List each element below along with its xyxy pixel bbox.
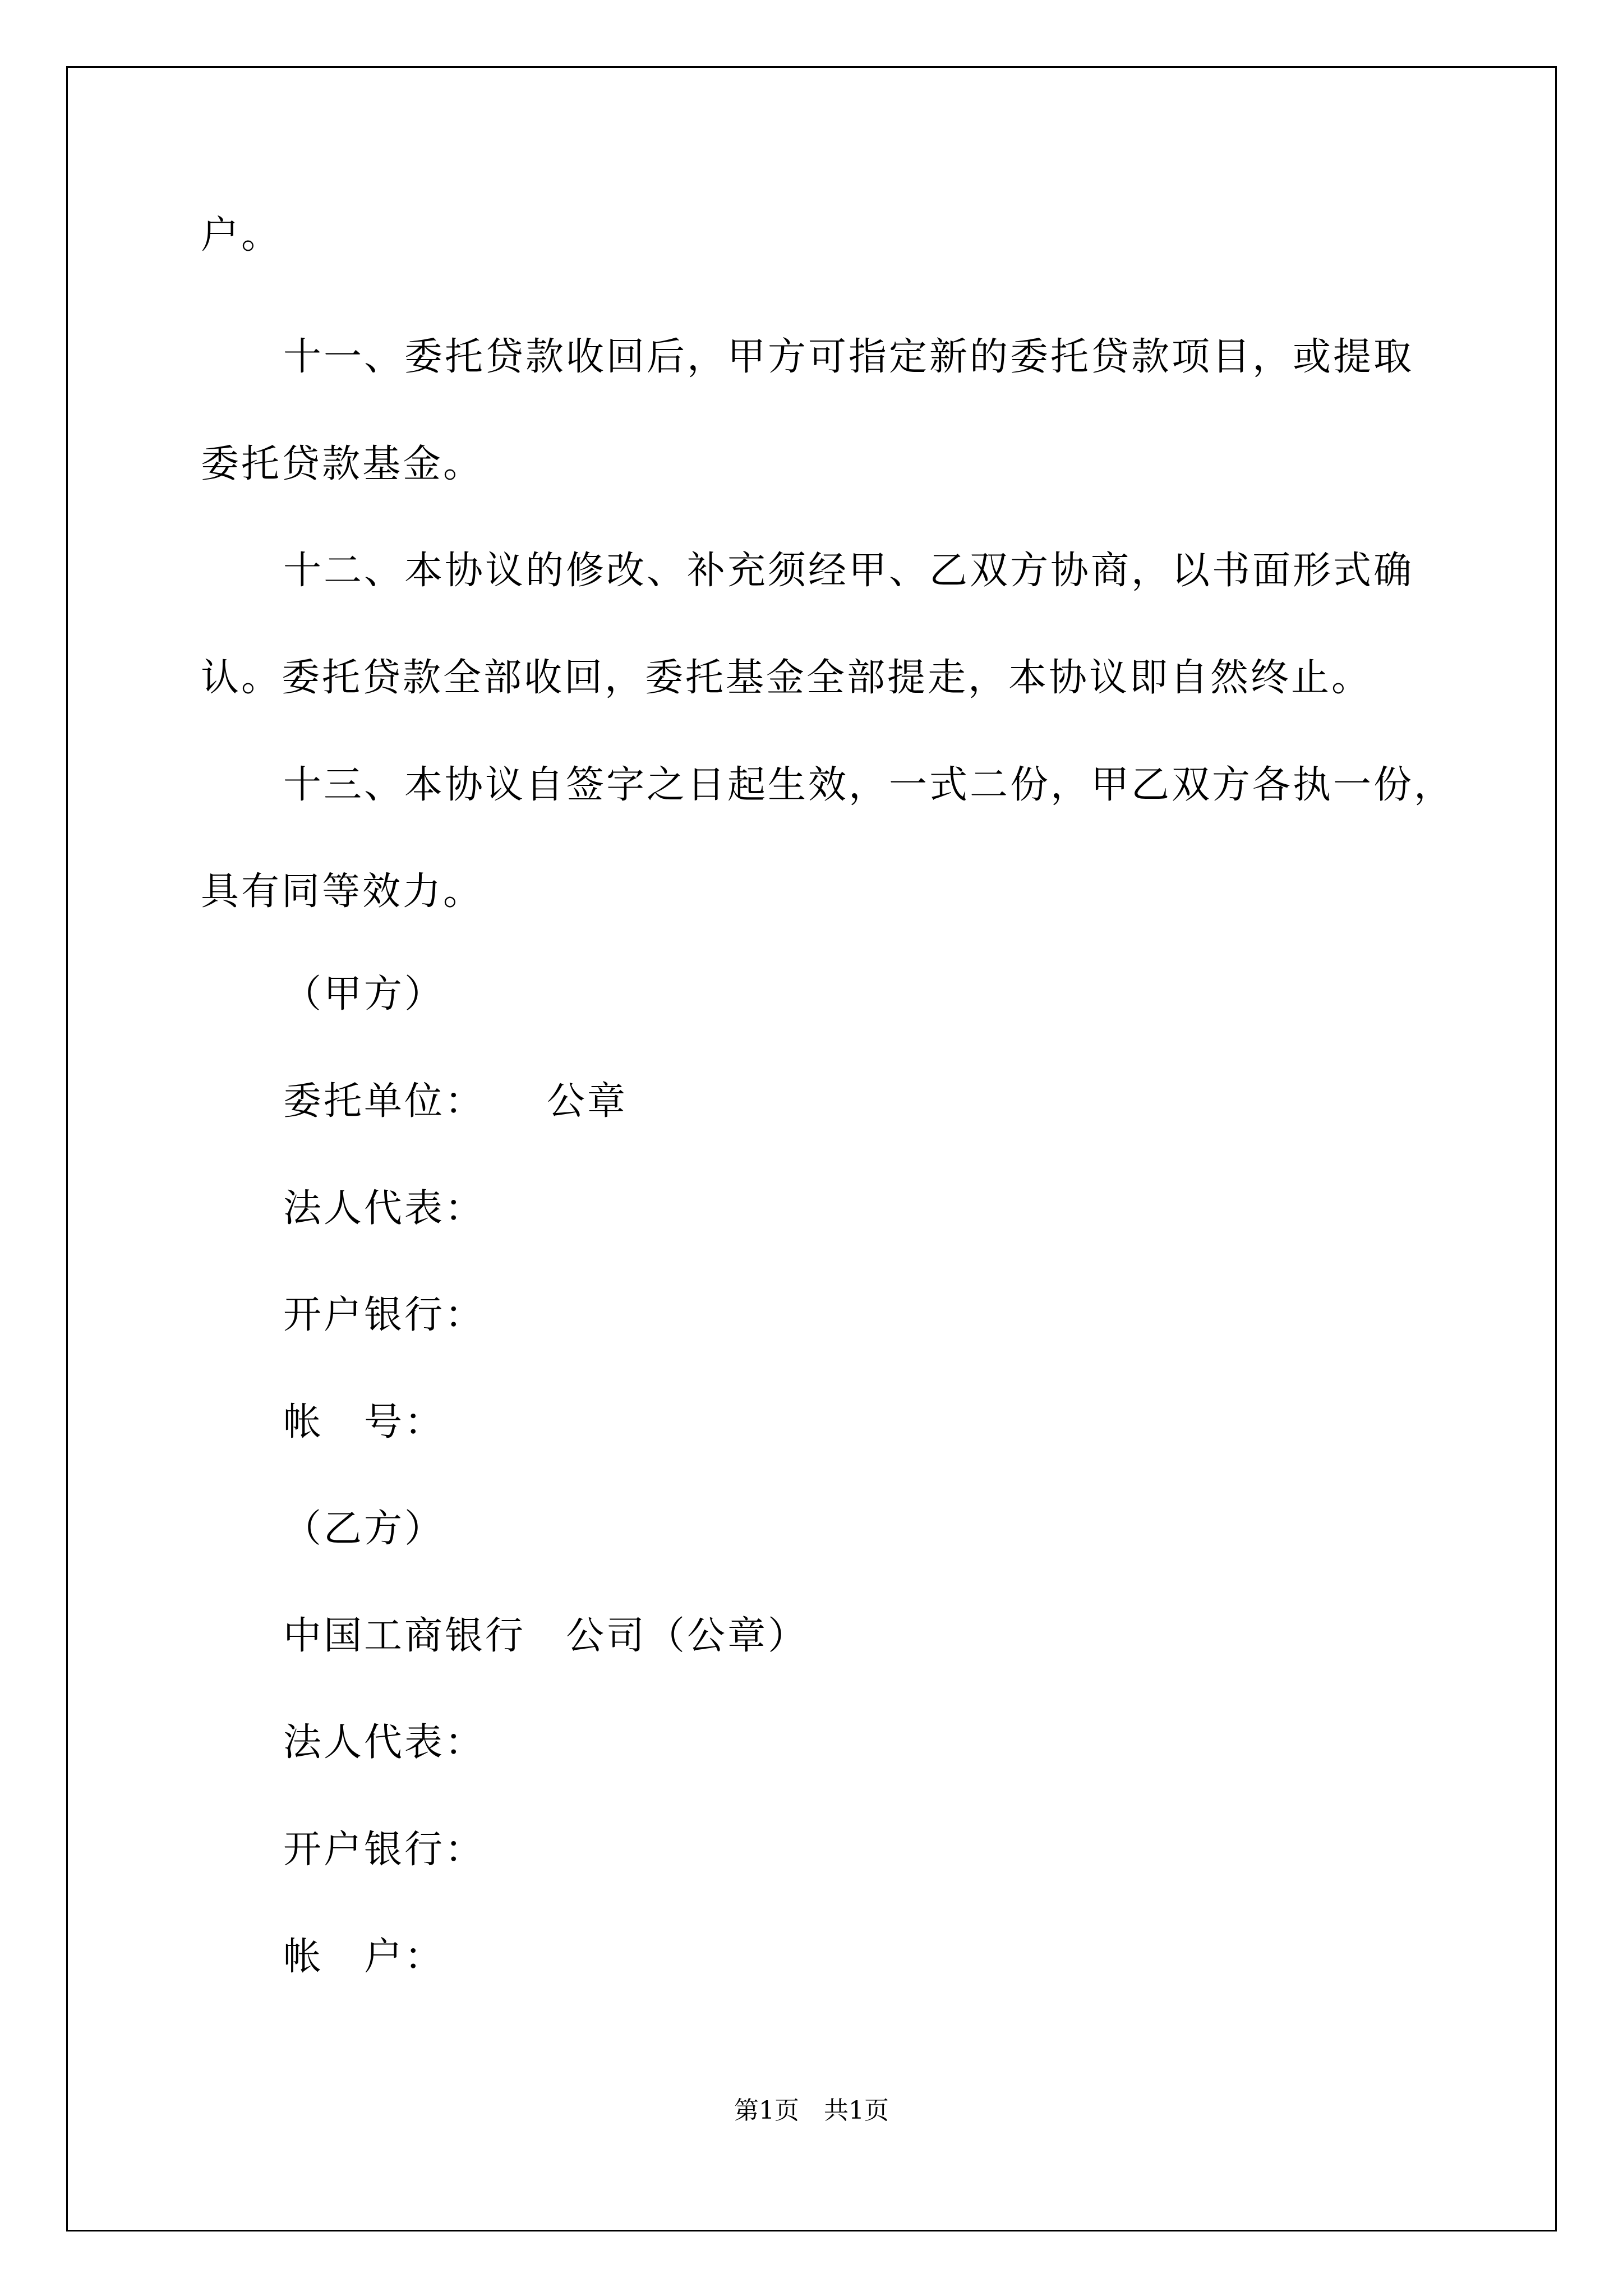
party-b-heading: （乙方） — [283, 1507, 445, 1551]
party-a-account: 帐 号： — [283, 1400, 445, 1444]
paragraph-line: 户。 — [201, 213, 282, 257]
paragraph-line: 十二、本协议的修改、补充须经甲、乙双方协商，以书面形式确 — [283, 549, 1414, 593]
party-b-company: 中国工商银行 公司（公章） — [283, 1614, 809, 1658]
party-a-legal-rep: 法人代表： — [283, 1186, 486, 1231]
page-border — [66, 66, 1557, 2231]
page-footer: 第1页 共1页 — [734, 2096, 889, 2125]
paragraph-line: 认。委托贷款全部收回，委托基金全部提走，本协议即自然终止。 — [201, 656, 1372, 700]
party-b-legal-rep: 法人代表： — [283, 1720, 486, 1765]
party-a-unit: 委托单位： 公章 — [283, 1079, 628, 1124]
paragraph-line: 委托贷款基金。 — [201, 442, 484, 486]
paragraph-line: 十一、委托贷款收回后，甲方可指定新的委托贷款项目，或提取 — [283, 335, 1414, 379]
party-a-heading: （甲方） — [283, 972, 445, 1016]
party-b-bank: 开户银行： — [283, 1828, 486, 1872]
paragraph-line: 十三、本协议自签字之日起生效，一式二份，甲乙双方各执一份， — [283, 763, 1455, 807]
party-b-account: 帐 户： — [283, 1935, 445, 1979]
party-a-bank: 开户银行： — [283, 1293, 486, 1337]
paragraph-line: 具有同等效力。 — [201, 869, 484, 914]
